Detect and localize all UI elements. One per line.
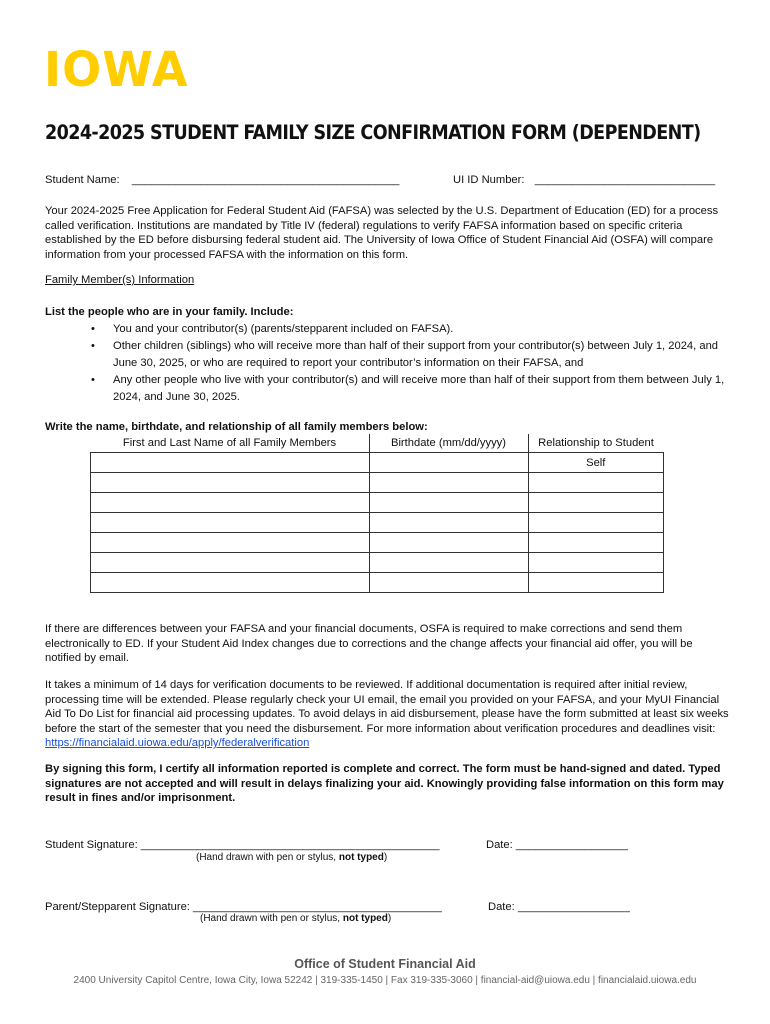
- table-cell[interactable]: [369, 533, 528, 553]
- table-cell[interactable]: [369, 493, 528, 513]
- differences-paragraph: If there are differences between your FAFSA and your financial documents, OSFA is required to make corrections and send them electronically to ED. If your Student Aid Index changes due to corrections and the change affects your financial aid offer, you will be notified by email.: [45, 623, 693, 664]
- certify-paragraph: By signing this form, I certify all information reported is complete and correct. The form must be hand-signed and dated. Typed signatures are not accepted and will result in delays finalizing your aid. Knowingly providing false information on this form may result in fines and/or imprisonment.: [45, 763, 724, 804]
- student-signature-note: (Hand drawn with pen or stylus, not typed): [196, 852, 388, 863]
- footer-contact-info: 2400 University Capitol Centre, Iowa City, Iowa 52242 | 319-335-1450 | Fax 319-335-3060 | financial-aid@uiowa.edu | financialaid.uiowa.edu: [73, 975, 697, 986]
- table-row: [91, 513, 664, 533]
- table-cell[interactable]: [91, 473, 370, 493]
- table-cell[interactable]: [91, 553, 370, 573]
- federal-verification-link[interactable]: https://financialaid.uiowa.edu/apply/federalverification: [45, 737, 310, 749]
- table-cell[interactable]: [91, 493, 370, 513]
- ui-id-label: UI ID Number:: [453, 174, 525, 186]
- table-intro: Write the name, birthdate, and relationship of all family members below:: [45, 421, 428, 433]
- student-name-blank[interactable]: ___________________________________________: [131, 174, 400, 186]
- bullet-icon: •: [91, 323, 95, 335]
- parent-signature-note: (Hand drawn with pen or stylus, not typed): [200, 913, 392, 924]
- table-cell[interactable]: [369, 573, 528, 593]
- table-cell[interactable]: [91, 573, 370, 593]
- table-cell[interactable]: [369, 473, 528, 493]
- table-row: [91, 493, 664, 513]
- table-cell[interactable]: [91, 533, 370, 553]
- table-row: [91, 453, 664, 473]
- student-name-row: [45, 173, 399, 188]
- table-row: [91, 473, 664, 493]
- table-cell[interactable]: Self: [528, 453, 664, 473]
- table-header-name: First and Last Name of all Family Members: [91, 434, 370, 453]
- table-cell[interactable]: [369, 513, 528, 533]
- parent-date-row: [488, 900, 630, 915]
- footer-office-name: Office of Student Financial Aid: [294, 957, 476, 971]
- table-cell[interactable]: [528, 513, 664, 533]
- list-item: • Any other people who live with your contributor(s) and will receive more than half of their support from them between July 1, 2024, and June 30, 2025.: [91, 374, 725, 403]
- table-cell[interactable]: [528, 493, 664, 513]
- bullet-icon: •: [91, 374, 95, 386]
- student-signature-row: [45, 838, 439, 853]
- parent-date-blank[interactable]: __________________: [517, 901, 630, 913]
- table-cell[interactable]: [369, 553, 528, 573]
- ui-id-row: [453, 173, 715, 188]
- table-row: [91, 533, 664, 553]
- ui-id-blank[interactable]: _____________________________: [534, 174, 716, 186]
- table-row: [91, 553, 664, 573]
- table-cell[interactable]: [91, 453, 370, 473]
- list-item: • Other children (siblings) who will receive more than half of their support from your contributor(s) between July 1, 2024, and June 30, 2025, or who are required to report your contributor’s information on their FAFSA, and: [91, 340, 719, 369]
- list-item: • You and your contributor(s) (parents/stepparent included on FAFSA).: [45, 321, 735, 338]
- form-title: 2024-2025 STUDENT FAMILY SIZE CONFIRMATION FORM (DEPENDENT): [45, 121, 701, 144]
- family-members-table: [90, 434, 664, 593]
- family-section-heading: Family Member(s) Information: [45, 274, 195, 286]
- parent-date-label: Date:: [488, 901, 515, 913]
- student-name-label: Student Name:: [45, 174, 120, 186]
- bullet-icon: •: [91, 340, 95, 352]
- student-signature-label: Student Signature:: [45, 839, 138, 851]
- parent-signature-blank[interactable]: ________________________________________: [193, 901, 442, 913]
- table-cell[interactable]: [528, 553, 664, 573]
- student-signature-blank[interactable]: ________________________________________________: [140, 839, 440, 851]
- table-cell[interactable]: [91, 513, 370, 533]
- intro-paragraph: Your 2024-2025 Free Application for Federal Student Aid (FAFSA) was selected by the U.S. Department of Education (ED) for a process called verification. Institutions are mandated by Title IV (federal) regulations to verify FAFSA information based on specific criteria established by the ED before disbursing federal student aid. The University of Iowa Office of Student Financial Aid (OSFA) will compare information from your processed FAFSA with the information on this form.: [45, 205, 719, 261]
- timing-paragraph: It takes a minimum of 14 days for verification documents to be reviewed. If additional documentation is required after initial review, processing time will be extended. Please regularly check your UI email, the email you provided on your FAFSA, and your MyUI Financial Aid To Do List for financial aid processing updates. To avoid delays in aid disbursement, please have the form submitted at least six weeks before the start of the semester that you need the disbursement. For more information about verification procedures and deadlines visit: https://financialaid.uiowa.edu/apply/federalverification: [45, 679, 729, 749]
- parent-signature-label: Parent/Stepparent Signature:: [45, 901, 190, 913]
- table-row: [91, 573, 664, 593]
- table-cell[interactable]: [369, 453, 528, 473]
- table-cell[interactable]: [528, 573, 664, 593]
- student-date-blank[interactable]: __________________: [515, 839, 628, 851]
- family-bullet-list: [45, 321, 735, 406]
- table-header-birthdate: Birthdate (mm/dd/yyyy): [369, 434, 528, 453]
- student-date-label: Date:: [486, 839, 513, 851]
- list-intro: List the people who are in your family. Include:: [45, 306, 294, 318]
- iowa-logo: IOWA: [44, 40, 189, 98]
- student-date-row: [486, 838, 628, 853]
- table-cell[interactable]: [528, 533, 664, 553]
- table-cell[interactable]: [528, 473, 664, 493]
- table-header-relationship: Relationship to Student: [528, 434, 664, 453]
